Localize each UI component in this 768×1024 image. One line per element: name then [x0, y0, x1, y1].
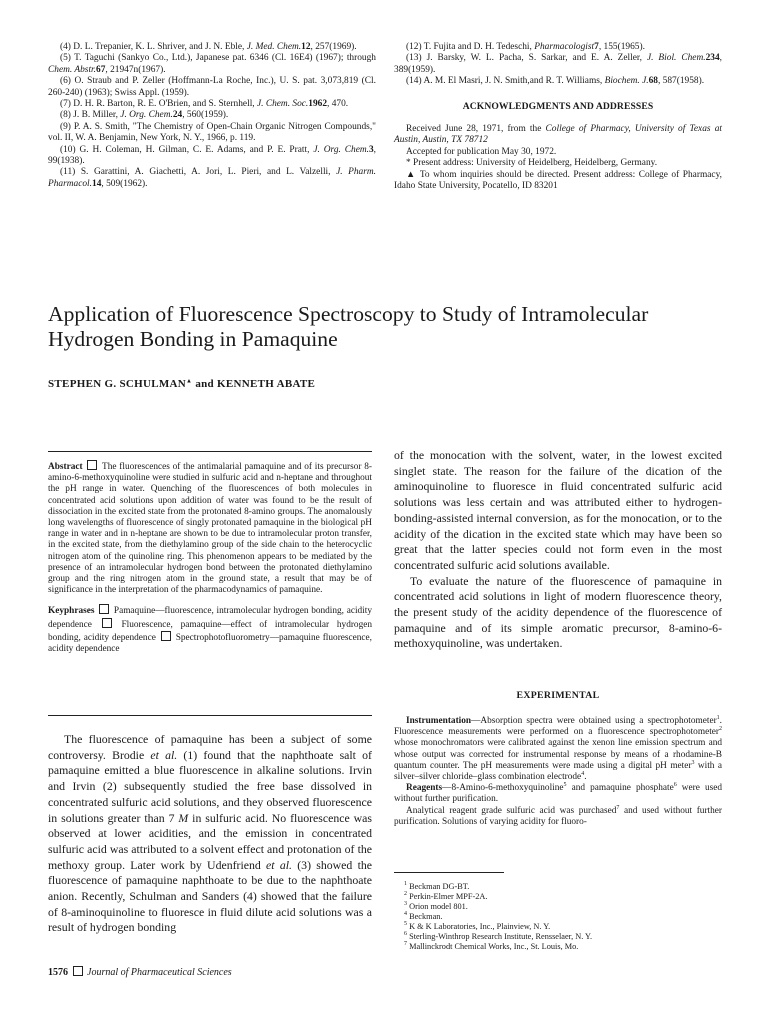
footnote: $^5$ K & K Laboratories, Inc., Plainview, N. Y.: [404, 921, 551, 931]
abstract-text: Abstract The fluorescences of the antimalarial pamaquine and of its precursor 8-amino-6-methoxyquinoline were studied in sulfuric acid and n-heptane and throughout the pH range in water. Quenching of the fluorescences of both molecules in concentrated acid solutions upon addition of water was found to be the result of dissociation in the excited state from the protonated 8-amino groups. The anomalously long wavelengths of fluorescence of singly protonated pamaquine in the biological pH range in water and in n-heptane are shown to be due to intramolecular proton transfer, in the excited state, from the diethylamino group of the side chain to the heterocyclic nitrogen atom of the quinoline ring. This phenomenon appears to be mediated by the presence of an intramolecular hydrogen bond between the protonated diethylamino group and the ring nitrogen atom in the ground state, a result that may be of significance in the interpretation of the pharmacodynamics of pamaquine.: [48, 462, 373, 596]
intro-paragraph: The fluorescence of pamaquine has been a subject of some controversy. Brodie et al. (1) found that the naphthoate salt of pamaquine emitted a blue fluorescence in alkaline solutions. Irvin and Irvin (2) subsequently studied the free base dissolved in concentrated sulfuric acid solutions, and they observed fluorescence in solutions greater than 7 M in sulfuric acid. No fluorescence was observed at lower acidities, and the emission in concentrated sulfuric acid was attributed to a solvent effect and protonation of the methoxy group. Later work by Udenfriend et al. (3) showed the fluorescence of pamaquine naphthoate to be due to the naphthoate anion. Recently, Schulman and Sanders (4) showed that the failure of 8-aminoquinoline to fluoresce in fluid dilute acid solutions was a result of hydrogen bonding: [48, 732, 373, 935]
page-footer: [48, 966, 232, 978]
keyphrases: Keyphrases Pamaquine—fluorescence, intramolecular hydrogen bonding, acidity dependence Fluorescence, pamaquine—effect of intramolecular hydrogen bonding, acidity dependence Spectrophotofluorometry—pamaquine fluorescence, acidity dependence: [48, 606, 373, 655]
reference-11: (11) S. Garattini, A. Giachetti, A. Jori, L. Pieri, and L. Valzelli, J. Pharm. Pharmacol.14, 509(1962).: [48, 167, 376, 189]
author-2: KENNETH ABATE: [217, 378, 316, 390]
experimental-text: [394, 716, 722, 828]
intro-paragraph-2: To evaluate the nature of the fluorescence of pamaquine in concentrated acid solutions in light of modern fluorescence theory, the present study of the acidity dependence of the fluorescence of pamaquine and of its simple aromatic precursor, 8-amino-6-methoxyquinoline, was undertaken.: [394, 573, 722, 651]
inquiries-line: ▲ To whom inquiries should be directed. Present address: College of Pharmacy, Idaho State University, Pocatello, ID 83201: [394, 169, 722, 192]
received-line: Received June 28, 1971, from the College of Pharmacy, University of Texas at Austin, Austin, TX 78712: [394, 124, 722, 146]
intro-paragraph-continued: of the monocation with the solvent, water, in the lowest excited singlet state. The reason for the failure of the dication of the aminoquinoline to fluoresce in fluid concentrated sulfuric acid solutions was less certain and was attributed either to hydrogen-bonding-assisted internal conversion, as for the monocation, or to the acidity of the dication in the excited state which may have been so great that the latter species could not form even in the most concentrated sulfuric acid solutions available.: [394, 448, 722, 572]
page-number: 1576: [48, 967, 68, 978]
article-title: Application of Fluorescence Spectroscopy to Study of Intramolecular Hydrogen Bonding in Pamaquine: [48, 302, 649, 351]
footnote-rule: [394, 872, 504, 873]
abstract-top-rule: [48, 451, 372, 452]
article-authors: STEPHEN G. SCHULMAN▲ and KENNETH ABATE: [48, 378, 316, 390]
footnote: $^6$ Sterling-Winthrop Research Institute, Rensselaer, N. Y.: [404, 931, 593, 941]
reference-14: (14) A. M. El Masri, J. N. Smith,and R. T. Williams, Biochem. J.68, 587(1958).: [406, 76, 705, 87]
reference-7: (7) D. H. R. Barton, R. E. O'Brien, and S. Sternhell, J. Chem. Soc.1962, 470.: [60, 99, 349, 110]
box-icon: [99, 604, 109, 614]
reference-12: (12) T. Fujita and D. H. Tedeschi, Pharmacologist7, 155(1965).: [406, 42, 645, 52]
footnote: $^7$ Mallinckrodt Chemical Works, Inc., St. Louis, Mo.: [404, 941, 579, 951]
author-1: STEPHEN G. SCHULMAN: [48, 378, 187, 390]
reference-4: (4) D. L. Trepanier, K. L. Shriver, and J. N. Eble, J. Med. Chem.12, 257(1969).: [60, 42, 357, 52]
reference-5: (5) T. Taguchi (Sankyo Co., Ltd.), Japanese pat. 6346 (Cl. 16E4) (1967); through Chem. Abstr.67, 21947n(1967).: [48, 53, 376, 75]
reference-10: (10) G. H. Coleman, H. Gilman, C. E. Adams, and P. E. Pratt, J. Org. Chem.3, 99(1938).: [48, 144, 377, 167]
references-left-column: [48, 42, 376, 190]
references-right-column: [394, 42, 722, 192]
box-icon: [73, 966, 83, 976]
reference-13: (13) J. Barsky, W. L. Pacha, S. Sarkar, and E. A. Zeller, J. Biol. Chem.234, 389(1959).: [394, 53, 722, 75]
reagents-paragraph: Reagents—8-Amino-6-methoxyquinoline$^5$ and pamaquine phosphate$^6$ were used without further purification.: [394, 782, 722, 805]
reference-8: (8) J. B. Miller, J. Org. Chem.24, 560(1959).: [60, 110, 229, 121]
journal-name: Journal of Pharmaceutical Sciences: [87, 967, 232, 978]
present-address-line: * Present address: University of Heidelberg, Heidelberg, Germany.: [406, 158, 658, 169]
reference-9: (9) P. A. S. Smith, "The Chemistry of Open-Chain Organic Nitrogen Compounds," vol. II, W. A. Benjamin, New York, N. Y., 1966, p. 119.: [48, 121, 376, 144]
footnotes: [404, 882, 722, 952]
footnote: $^4$ Beckman.: [404, 911, 443, 921]
instrumentation-paragraph: Instrumentation—Absorption spectra were obtained using a spectrophotometer$^1$. Fluorescence measurements were performed on a fluorescence spectrophotometer$^2$ whose monochromators were calibrated against the xenon line emission spectrum and whose output was corrected for instrumental response by means of a rhodamine-B quantum counter. The pH measurements were made using a digital pH meter$^3$ with a silver–silver chloride–glass combination electrode$^4$.: [394, 714, 722, 783]
body-text-left: [48, 732, 372, 936]
corresponding-author-mark: ▲: [186, 378, 193, 385]
analytical-paragraph: Analytical reagent grade sulfuric acid was purchased$^7$ and used without further purification. Solutions of varying acidity for fluoro-: [394, 804, 723, 827]
footnote: $^2$ Perkin-Elmer MPF-2A.: [404, 891, 488, 901]
acknowledgments-heading: ACKNOWLEDGMENTS AND ADDRESSES: [462, 100, 654, 112]
accepted-line: Accepted for publication May 30, 1972.: [406, 146, 557, 157]
box-icon: [102, 618, 112, 628]
abstract: [48, 460, 372, 655]
body-text-right: [394, 448, 722, 652]
acknowledgments: [394, 124, 722, 192]
reference-6: (6) O. Straub and P. Zeller (Hoffmann-La Roche, Inc.), U. S. pat. 3,073,819 (Cl. 260-240) (1963); Swiss Appl. (1959).: [48, 76, 376, 98]
box-icon: [161, 631, 171, 641]
box-icon: [87, 460, 97, 470]
footnote: $^1$ Beckman DG-BT.: [404, 881, 470, 891]
footnote: $^3$ Orion model 801.: [404, 901, 468, 911]
abstract-bottom-rule: [48, 715, 372, 716]
experimental-heading: EXPERIMENTAL: [516, 690, 600, 701]
